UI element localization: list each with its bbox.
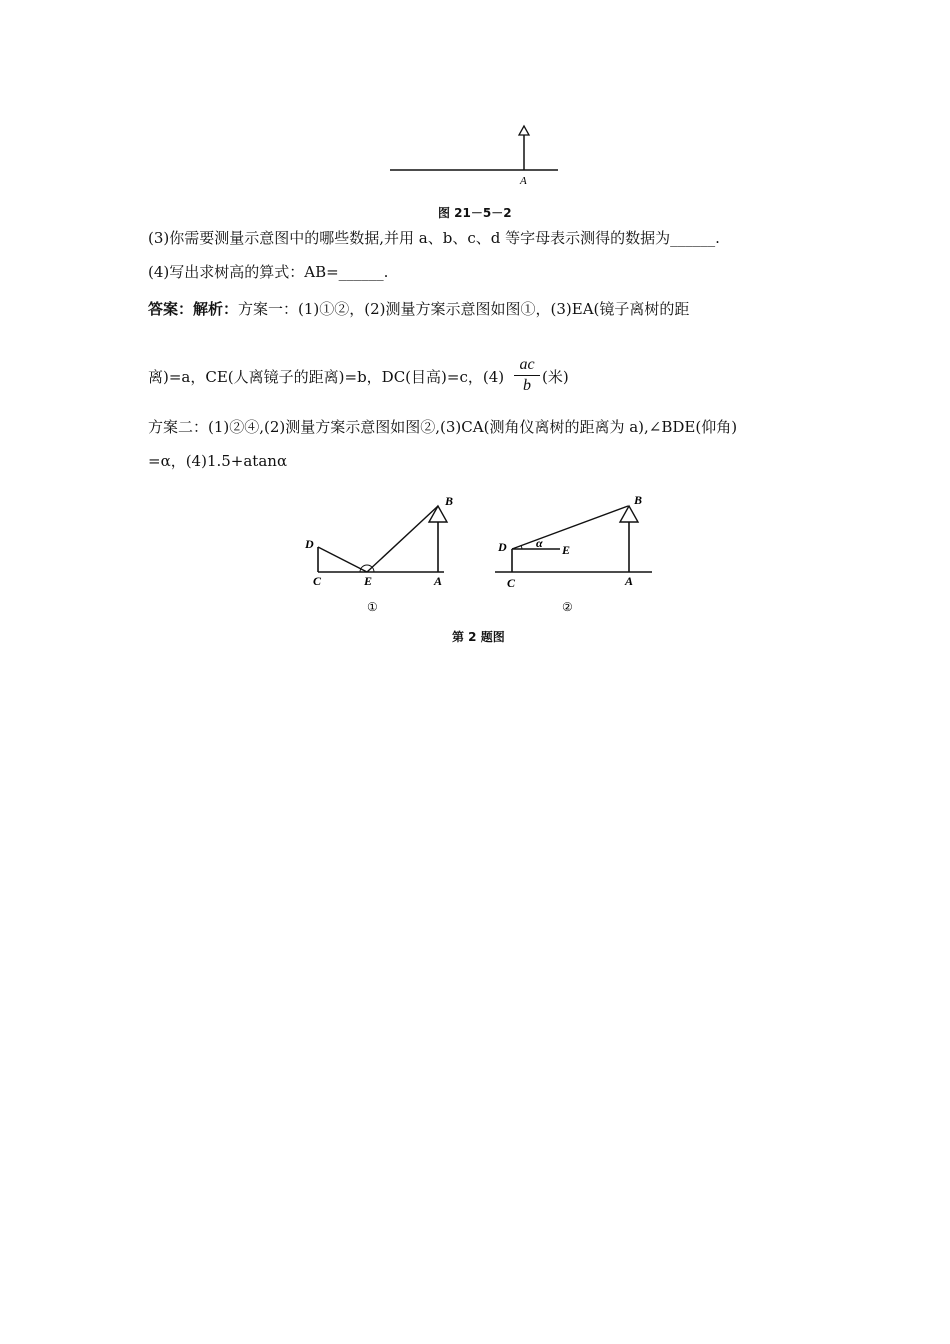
- fig1-reflection-eb: [367, 506, 438, 572]
- measurement-figures: [290, 488, 670, 618]
- answer-label: 答案：解析：: [148, 300, 239, 318]
- answer-plan2-line1: 方案二：(1)②④,(2)测量方案示意图如图②,(3)CA(测角仪离树的距离为 a),∠BDE(仰角): [148, 418, 738, 436]
- point-label-a: A: [520, 175, 527, 187]
- plan1-line2-a: 离)=a，CE(人离镜子的距离)=b，DC(目高)=c，(4): [148, 368, 505, 386]
- fig2-label-alpha: α: [536, 536, 543, 550]
- fig2-label-d: D: [498, 540, 507, 554]
- fig1-angle-arc: [360, 565, 374, 572]
- fig2-label-c: C: [507, 576, 516, 590]
- figure-2-clinometer-method: [495, 493, 652, 614]
- figure-caption-bottom: 第 2 题图: [452, 630, 505, 644]
- fig1-subcaption: ①: [367, 600, 378, 614]
- fig1-label-b: B: [445, 494, 454, 508]
- tree-figure-top: [380, 118, 570, 190]
- fig1-tree-crown: [429, 506, 447, 522]
- fig2-label-b: B: [634, 493, 643, 507]
- fig2-label-e: E: [562, 543, 571, 557]
- question-4: (4)写出求树高的算式：AB=______.: [148, 263, 389, 281]
- fig2-subcaption: ②: [562, 600, 573, 614]
- fraction-bar: [514, 375, 540, 376]
- fig1-label-c: C: [313, 574, 322, 588]
- answer-plan1-line1: [148, 299, 689, 319]
- fig1-sight-de: [318, 547, 367, 572]
- tree-crown: [519, 126, 529, 135]
- fraction-numerator: ac: [519, 356, 535, 373]
- fig1-label-a: A: [434, 574, 443, 588]
- answer-plan1-line2: [148, 367, 504, 387]
- fraction-denominator: b: [523, 377, 531, 394]
- figure-caption-top: 图 21－5－2: [438, 206, 512, 220]
- fig1-label-d: D: [305, 537, 314, 551]
- figure-1-mirror-method: [304, 494, 453, 614]
- answer-plan2-line2: =α，(4)1.5+atanα: [148, 452, 288, 470]
- plan1-text: 方案一：(1)①②，(2)测量方案示意图如图①，(3)EA(镜子离树的距: [238, 300, 690, 318]
- fig2-label-a: A: [625, 574, 634, 588]
- fraction-ac-over-b: [514, 356, 540, 395]
- question-3: (3)你需要测量示意图中的哪些数据,并用 a、b、c、d 等字母表示测得的数据为______.: [148, 229, 720, 247]
- fig1-label-e: E: [364, 574, 373, 588]
- plan1-line2-b: (米): [542, 368, 569, 386]
